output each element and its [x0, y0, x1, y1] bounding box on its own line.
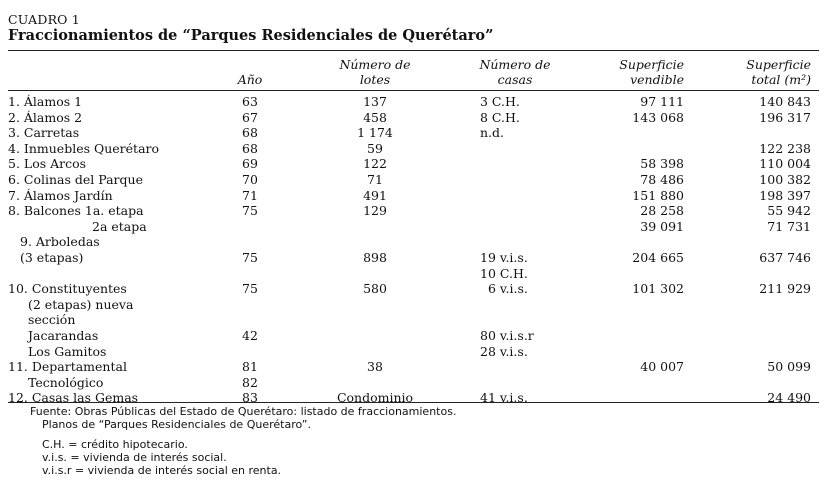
row-name: 7. Álamos Jardín: [8, 187, 113, 203]
row-casas: 10 C.H.: [480, 265, 528, 281]
row-casas: 19 v.i.s.: [480, 250, 528, 265]
top-rule: [8, 50, 819, 51]
row-name: 8. Balcones 1a. etapa: [8, 203, 144, 219]
row-name: 5. Los Arcos: [8, 156, 87, 172]
row-year: 82: [242, 374, 258, 390]
row-casas: 8 C.H.: [480, 109, 520, 125]
row-superficie-total: 196 317: [759, 109, 811, 125]
row-superficie-vendible: 143 068: [632, 109, 684, 125]
header-casas-line1: Número de: [479, 57, 551, 72]
row-superficie-total: 198 397: [759, 187, 811, 203]
table-title: Fraccionamientos de “Parques Residenciales de Querétaro”: [8, 27, 494, 44]
source-note: Fuente: Obras Públicas del Estado de Querétaro: listado de fraccionamientos.: [30, 405, 457, 418]
row-casas: 6 v.i.s.: [488, 281, 528, 297]
row-casas: 80 v.i.s.r: [480, 328, 534, 343]
row-superficie-total: 24 490: [767, 390, 811, 406]
row-casas: 28 v.i.s.: [480, 343, 528, 359]
row-casas: n.d.: [480, 125, 504, 141]
row-lotes: 122: [363, 156, 387, 172]
row-name: (2 etapas) nueva: [28, 296, 134, 312]
header-vendible-line1: Superficie: [619, 57, 684, 72]
row-name: Tecnológico: [28, 374, 104, 390]
row-superficie-vendible: 28 258: [640, 203, 684, 219]
row-superficie-total: 211 929: [759, 281, 811, 297]
row-name: 2. Álamos 2: [8, 109, 83, 125]
row-name: Los Gamitos: [28, 343, 107, 359]
row-superficie-vendible: 58 398: [640, 156, 684, 172]
table-caption: CUADRO 1: [8, 12, 80, 27]
row-casas: 3 C.H.: [480, 94, 520, 109]
row-superficie-total: 50 099: [767, 359, 811, 375]
row-superficie-vendible: 39 091: [640, 218, 684, 234]
row-lotes: 580: [363, 281, 387, 297]
row-year: 69: [242, 156, 258, 172]
row-name: 1. Álamos 1: [8, 94, 83, 109]
row-lotes: 71: [367, 172, 383, 187]
row-year: 68: [242, 125, 258, 141]
row-name: Jacarandas: [28, 328, 99, 343]
row-lotes: 898: [363, 250, 387, 265]
row-name: 11. Departamental: [8, 359, 127, 375]
header-total-line2: total (m²): [751, 72, 811, 87]
abbreviation-ch: C.H. = crédito hipotecario.: [42, 438, 188, 451]
row-name: sección: [28, 312, 76, 328]
row-name: (3 etapas): [20, 250, 84, 265]
abbreviation-visr: v.i.s.r = vivienda de interés social en renta.: [42, 464, 282, 477]
row-year: 63: [242, 94, 258, 109]
row-name: 2a etapa: [92, 218, 147, 234]
header-total-line1: Superficie: [746, 57, 811, 72]
row-year: 42: [242, 328, 258, 343]
row-name: 6. Colinas del Parque: [8, 172, 143, 187]
row-year: 71: [242, 187, 258, 203]
row-lotes: 491: [363, 187, 387, 203]
header-casas-line2: casas: [497, 72, 533, 87]
row-lotes: 1 174: [357, 125, 393, 141]
header-lotes-line1: Número de: [339, 57, 411, 72]
row-superficie-vendible: 78 486: [640, 172, 684, 187]
row-lotes: 458: [363, 109, 387, 125]
row-superficie-total: 110 004: [759, 156, 811, 172]
row-superficie-total: 100 382: [759, 172, 811, 187]
row-superficie-vendible: 151 880: [632, 187, 684, 203]
row-name: 9. Arboledas: [20, 234, 100, 250]
abbreviation-vis: v.i.s. = vivienda de interés social.: [42, 451, 227, 464]
row-superficie-vendible: 204 665: [632, 250, 684, 265]
row-name: 10. Constituyentes: [8, 281, 127, 297]
header-year: Año: [237, 72, 263, 87]
row-year: 70: [242, 172, 258, 187]
row-superficie-vendible: 97 111: [640, 94, 684, 109]
row-year: 68: [242, 140, 258, 156]
row-lotes: 137: [363, 94, 387, 109]
header-lotes-line2: lotes: [359, 72, 391, 87]
row-lotes: 129: [363, 203, 387, 219]
row-superficie-total: 122 238: [759, 140, 811, 156]
row-superficie-vendible: 40 007: [640, 359, 684, 375]
row-lotes: 38: [367, 359, 383, 375]
row-year: 75: [242, 203, 258, 219]
header-rule: [8, 90, 819, 91]
row-superficie-total: 140 843: [759, 94, 811, 109]
row-superficie-total: 637 746: [759, 250, 811, 265]
row-name: 12. Casas las Gemas: [8, 390, 139, 406]
row-casas: 41 v.i.s.: [480, 390, 528, 406]
row-lotes: Condominio: [336, 390, 414, 406]
row-name: 4. Inmuebles Querétaro: [8, 140, 160, 156]
row-superficie-vendible: 101 302: [632, 281, 684, 297]
row-lotes: 59: [367, 140, 383, 156]
row-year: 67: [242, 109, 258, 125]
row-year: 83: [242, 390, 258, 406]
row-name: 3. Carretas: [8, 125, 80, 141]
row-superficie-total: 55 942: [767, 203, 811, 219]
header-vendible-line2: vendible: [630, 72, 684, 87]
row-year: 75: [242, 250, 258, 265]
row-year: 75: [242, 281, 258, 297]
source-note-continued: Planos de “Parques Residenciales de Querétaro”.: [42, 418, 312, 431]
row-superficie-total: 71 731: [767, 218, 811, 234]
row-year: 81: [242, 359, 258, 375]
bottom-rule: [8, 402, 819, 403]
